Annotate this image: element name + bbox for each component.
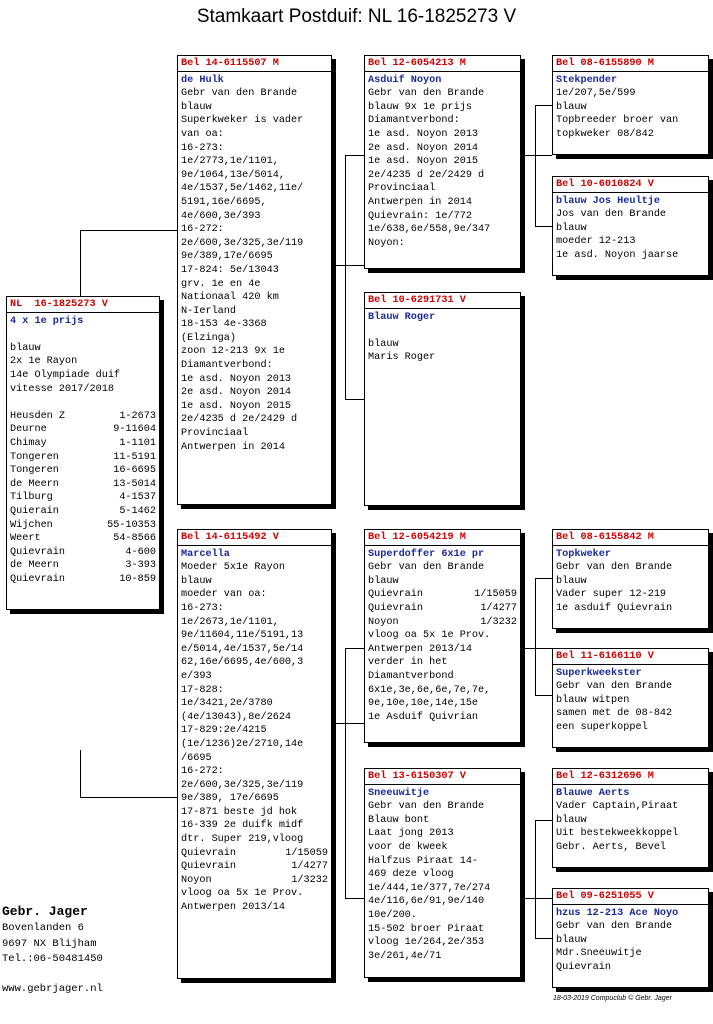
result-prize: 16-6695: [113, 465, 156, 477]
info-line: [10, 328, 156, 342]
info-line: blauw: [368, 338, 399, 350]
info-line: Gebr van den Brande: [556, 921, 673, 933]
info-line: Gebr van den Brande: [556, 562, 673, 574]
ff-card: [364, 55, 521, 269]
result-prize: 54-8566: [113, 533, 156, 545]
ring-number: Bel 10-6010824 V: [556, 179, 654, 190]
result-place: Quievrain: [368, 589, 424, 601]
ring-number: Bel 08-6155890 M: [556, 58, 654, 69]
ring-number: Bel 12-6054219 M: [368, 532, 466, 543]
info-line: Antwerpen 2013/14: [368, 643, 472, 655]
info-line: 9e,10e,10e,14e,15e: [368, 698, 479, 710]
info-line: Superkweker is vader: [181, 115, 304, 127]
info-line: 469 deze vloog: [368, 869, 454, 881]
connector: [333, 723, 364, 724]
connector: [535, 938, 552, 939]
result-prize: 4-1537: [119, 492, 156, 504]
fm-card: [364, 292, 521, 506]
connector: [535, 105, 536, 226]
info-line: 4e/1537,5e/1462,11e/: [181, 183, 304, 195]
connector: [80, 797, 178, 798]
info-line: Gebr van den Brande: [181, 88, 298, 100]
info-line: 4e/116,6e/91,9e/140: [368, 896, 485, 908]
info-line: blauw: [181, 575, 212, 587]
result-row: [368, 588, 517, 602]
info-line: 6x1e,3e,6e,6e,7e,7e,: [368, 684, 491, 696]
info-line: 16-339 2e duifk midf: [181, 820, 304, 832]
result-row: [181, 847, 328, 861]
info-line: 10e/200.: [368, 909, 417, 921]
connector: [80, 750, 81, 797]
info-line: Gebr van den Brande: [368, 801, 485, 813]
info-line: 1e/638,6e/558,9e/347: [368, 224, 491, 236]
footer-credit: 18-03-2019 Compuclub © Gebr. Jager: [553, 995, 672, 1002]
info-line: Provinciaal: [368, 183, 436, 195]
info-line: een superkoppel: [556, 721, 648, 733]
info-line: Noyon:: [368, 237, 405, 249]
info-line: 1e asd. Noyon 2013: [181, 373, 292, 385]
info-line: Diamantverbond: [368, 670, 454, 682]
connector: [522, 155, 552, 156]
breeder-address: Bovenlanden 6: [2, 922, 84, 934]
info-line: e/393: [181, 670, 212, 682]
info-line: moeder 12-213: [556, 236, 636, 248]
info-line: 9e/389, 17e/6695: [181, 793, 279, 805]
pigeon-name: Stekpender: [556, 74, 618, 86]
info-line: blauw: [556, 222, 587, 234]
info-line: Vader Captain,Piraat: [556, 801, 679, 813]
result-row: [10, 546, 156, 560]
info-line: Quievrain: 1e/772: [368, 210, 472, 222]
pigeon-name: Asduif Noyon: [368, 74, 442, 86]
result-prize: 1/4277: [291, 861, 328, 873]
result-place: Noyon: [368, 616, 399, 628]
info-line: blauw witpen: [556, 694, 630, 706]
ring-number: Bel 10-6291731 V: [368, 295, 466, 306]
connector: [345, 155, 346, 399]
pigeon-name: hzus 12-213 Ace Noyo: [556, 907, 679, 919]
father-card: [177, 55, 332, 505]
connector: [522, 648, 552, 649]
info-line: Gebr van den Brande: [368, 88, 485, 100]
info-line: 5191,16e/6695,: [181, 196, 267, 208]
info-line: 2e asd. Noyon 2014: [368, 142, 479, 154]
info-line: 1e asd. Noyon 2015: [181, 400, 292, 412]
result-place: Tongeren: [10, 451, 59, 463]
connector: [535, 820, 536, 938]
result-place: Noyon: [181, 874, 212, 886]
result-place: Quievrain: [10, 546, 66, 558]
result-prize: 1-2673: [119, 410, 156, 422]
ring-number: Bel 11-6166110 V: [556, 651, 654, 662]
info-line: blauw: [556, 814, 587, 826]
info-line: 1e asd. Noyon 2013: [368, 128, 479, 140]
info-line: Antwerpen 2013/14: [181, 902, 285, 914]
info-line: Mdr.Sneeuwitje: [556, 948, 642, 960]
ring-number: NL 16-1825273 V: [10, 299, 108, 310]
info-line: 9e/1064,13e/5014,: [181, 169, 285, 181]
result-prize: 11-5191: [113, 451, 156, 463]
ring-number: Bel 14-6115507 M: [181, 58, 279, 69]
info-line: moeder van oa:: [181, 589, 267, 601]
info-line: 15-502 broer Piraat: [368, 923, 485, 935]
info-line: 1e/3421,2e/3780: [181, 698, 273, 710]
connector: [535, 226, 552, 227]
result-prize: 1/3232: [480, 616, 517, 628]
info-line: blauw: [556, 934, 587, 946]
ring-number: Bel 13-6150307 V: [368, 771, 466, 782]
pigeon-name: Topkweker: [556, 548, 612, 560]
result-prize: 1/15059: [285, 847, 328, 859]
info-line: Halfzus Piraat 14-: [368, 855, 479, 867]
result-prize: 4-600: [125, 546, 156, 558]
result-row: [368, 616, 517, 630]
result-row: [10, 573, 156, 587]
info-line: Antwerpen in 2014: [181, 441, 285, 453]
mmf-card: [552, 768, 709, 868]
info-line: vloog oa 5x 1e Prov.: [368, 630, 491, 642]
fff-card: [552, 55, 709, 155]
info-line: 1e/2673,1e/1101,: [181, 616, 279, 628]
mf-card: [364, 529, 521, 743]
info-line: 2e/600,3e/325,3e/119: [181, 779, 304, 791]
info-line: 1e/2773,1e/1101,: [181, 156, 279, 168]
connector: [345, 898, 364, 899]
result-row: [10, 478, 156, 492]
result-prize: 10-859: [119, 573, 156, 585]
result-row: [10, 505, 156, 519]
info-line: Diamantverbond:: [181, 360, 273, 372]
pigeon-name: Superkweekster: [556, 667, 642, 679]
info-line: 18-153 4e-3368: [181, 319, 267, 331]
info-line: Vader super 12-219: [556, 589, 667, 601]
ring-number: Bel 12-6054213 M: [368, 58, 466, 69]
info-line: Topbreeder broer van: [556, 115, 679, 127]
breeder-name: Gebr. Jager: [2, 904, 88, 919]
ring-number: Bel 14-6115492 V: [181, 532, 279, 543]
info-line: Jos van den Brande: [556, 209, 667, 221]
info-line: blauw: [556, 101, 587, 113]
result-place: Quievrain: [181, 861, 237, 873]
subject-card: [6, 296, 160, 610]
connector: [345, 155, 364, 156]
info-line: Quievrain: [556, 961, 612, 973]
result-place: Quievrain: [368, 602, 424, 614]
result-row: [10, 410, 156, 424]
result-row: [10, 491, 156, 505]
info-line: van oa:: [181, 128, 224, 140]
result-row: [181, 874, 328, 888]
info-line: 16-273:: [181, 602, 224, 614]
connector: [80, 230, 81, 296]
breeder-city: 9697 NX Blijham: [2, 937, 97, 950]
connector: [535, 578, 536, 695]
info-line: Diamantverbond:: [368, 115, 460, 127]
result-prize: 1/4277: [480, 602, 517, 614]
info-line: blauw: [10, 342, 41, 354]
connector: [535, 695, 552, 696]
info-line: verder in het: [368, 657, 448, 669]
info-line: voor de kweek: [368, 841, 448, 853]
result-place: Deurne: [10, 424, 47, 436]
result-row: [10, 464, 156, 478]
result-row: [10, 559, 156, 573]
info-line: 2e/600,3e/325,3e/119: [181, 237, 304, 249]
result-row: [10, 519, 156, 533]
pigeon-name: Sneeuwitje: [368, 787, 430, 799]
info-line: 1e/207,5e/599: [556, 88, 636, 100]
result-place: Quievrain: [181, 847, 237, 859]
result-place: Chimay: [10, 437, 47, 449]
info-line: Gebr van den Brande: [368, 562, 485, 574]
pigeon-name: de Hulk: [181, 74, 224, 86]
info-line: vitesse 2017/2018: [10, 383, 114, 395]
pigeon-name: Blauwe Aerts: [556, 787, 630, 799]
info-line: 17-824: 5e/13043: [181, 264, 279, 276]
result-row: [10, 532, 156, 546]
result-place: de Meern: [10, 560, 59, 572]
info-line: [368, 324, 517, 338]
result-place: Tongeren: [10, 465, 59, 477]
info-line: 16-272:: [181, 766, 224, 778]
info-line: (1e/1236)2e/2710,14e: [181, 738, 304, 750]
connector: [80, 230, 178, 231]
info-line: 17-829:2e/4215: [181, 725, 267, 737]
info-line: blauw: [368, 575, 399, 587]
info-line: dtr. Super 219,vloog: [181, 834, 304, 846]
ring-number: Bel 09-6251055 V: [556, 891, 654, 902]
info-line: 4e/600,3e/393: [181, 210, 261, 222]
info-line: 1e/444,1e/377,7e/274: [368, 882, 491, 894]
connector: [345, 399, 364, 400]
info-line: Blauw bont: [368, 814, 430, 826]
info-line: (Elzinga): [181, 332, 237, 344]
result-place: Heusden Z: [10, 410, 66, 422]
info-line: vloog 1e/264,2e/353: [368, 937, 485, 949]
info-line: 1e asd. Noyon jaarse: [556, 249, 679, 261]
info-line: 1e asduif Quievrain: [556, 602, 673, 614]
connector: [333, 265, 364, 266]
info-line: grv. 1e en 4e: [181, 278, 261, 290]
info-line: vloog oa 5x 1e Prov.: [181, 888, 304, 900]
connector: [522, 898, 552, 899]
info-line: 2e/4235 d 2e/2429 d: [368, 169, 485, 181]
info-line: 9e/389,17e/6695: [181, 251, 273, 263]
pigeon-name: Blauw Roger: [368, 311, 436, 323]
result-prize: 1/15059: [474, 589, 517, 601]
result-row: [10, 423, 156, 437]
result-place: Weert: [10, 533, 41, 545]
ring-number: Bel 12-6312696 M: [556, 771, 654, 782]
mother-card: [177, 529, 332, 979]
connector: [535, 820, 552, 821]
pigeon-name: Marcella: [181, 548, 230, 560]
pigeon-name: blauw Jos Heultje: [556, 195, 660, 207]
info-line: 2e/4235 d 2e/2429 d: [181, 414, 298, 426]
info-line: 16-272:: [181, 224, 224, 236]
result-place: Quierain: [10, 505, 59, 517]
mff-card: [552, 529, 709, 629]
pigeon-name: 4 x 1e prijs: [10, 315, 84, 327]
info-line: 14e Olympiade duif: [10, 369, 121, 381]
info-line: 3e/261,4e/71: [368, 950, 442, 962]
info-line: Nationaal 420 km: [181, 292, 279, 304]
result-prize: 13-5014: [113, 478, 156, 490]
info-line: Laat jong 2013: [368, 828, 454, 840]
result-prize: 5-1462: [119, 505, 156, 517]
info-line: blauw 9x 1e prijs: [368, 101, 472, 113]
info-line: Gebr. Aerts, Bevel: [556, 841, 667, 853]
info-line: 1e asd. Noyon 2015: [368, 156, 479, 168]
info-line: [10, 396, 156, 410]
result-place: Quievrain: [10, 573, 66, 585]
ring-number: Bel 08-6155842 M: [556, 532, 654, 543]
result-place: Tilburg: [10, 492, 53, 504]
page-title: Stamkaart Postduif: NL 16-1825273 V: [196, 6, 517, 27]
info-line: 2x 1e Rayon: [10, 356, 78, 368]
info-line: 2e asd. Noyon 2014: [181, 387, 292, 399]
result-prize: 1-1101: [119, 437, 156, 449]
info-line: /6695: [181, 752, 212, 764]
result-prize: 3-393: [125, 560, 156, 572]
pigeon-name: Superdoffer 6x1e pr: [368, 548, 485, 560]
info-line: zoon 12-213 9x 1e: [181, 346, 285, 358]
breeder-phone: Tel.:06-50481450: [2, 953, 103, 965]
result-prize: 9-11604: [113, 424, 156, 436]
breeder-info: [2, 903, 103, 968]
info-line: Provinciaal: [181, 428, 249, 440]
connector: [345, 648, 346, 898]
info-line: Moeder 5x1e Rayon: [181, 562, 285, 574]
info-line: Antwerpen in 2014: [368, 196, 472, 208]
result-row: [181, 860, 328, 874]
connector: [535, 105, 552, 106]
mm-card: [364, 768, 521, 978]
mmm-card: [552, 888, 709, 988]
info-line: N-Ierland: [181, 305, 237, 317]
result-row: [10, 437, 156, 451]
info-line: samen met de 08-842: [556, 708, 673, 720]
info-line: 17-828:: [181, 684, 224, 696]
info-line: Gebr van den Brande: [556, 681, 673, 693]
info-line: 9e/11604,11e/5191,13: [181, 630, 304, 642]
info-line: (4e/13043),8e/2624: [181, 711, 292, 723]
info-line: 62,16e/6695,4e/600,3: [181, 657, 304, 669]
breeder-website[interactable]: www.gebrjager.nl: [2, 983, 103, 995]
info-line: blauw: [181, 101, 212, 113]
info-line: 1e Asduif Quivrian: [368, 711, 479, 723]
info-line: Maris Roger: [368, 352, 436, 364]
connector: [345, 648, 364, 649]
info-line: blauw: [556, 575, 587, 587]
ffm-card: [552, 176, 709, 276]
result-place: de Meern: [10, 478, 59, 490]
result-row: [10, 451, 156, 465]
result-prize: 1/3232: [291, 874, 328, 886]
mfm-card: [552, 648, 709, 748]
info-line: Uit bestekweekkoppel: [556, 828, 679, 840]
info-line: topkweker 08/842: [556, 128, 654, 140]
info-line: e/5014,4e/1537,5e/14: [181, 643, 304, 655]
info-line: 16-273:: [181, 142, 224, 154]
connector: [535, 578, 552, 579]
result-row: [368, 602, 517, 616]
info-line: 17-871 beste jd hok: [181, 806, 298, 818]
result-prize: 55-10353: [107, 519, 156, 531]
result-place: Wijchen: [10, 519, 53, 531]
